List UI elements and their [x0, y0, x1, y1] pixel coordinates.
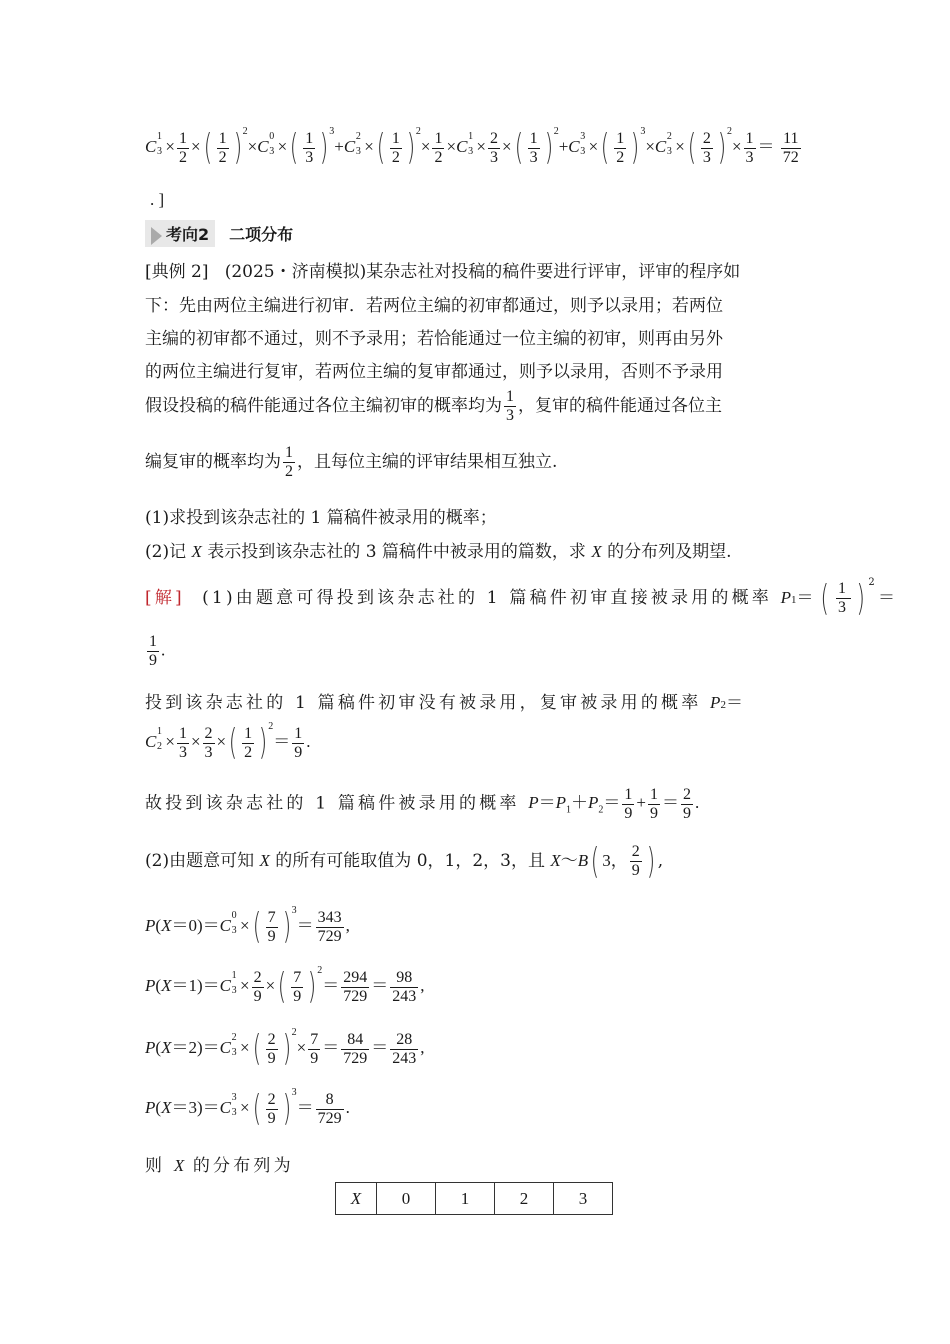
- distribution-table: [335, 1182, 613, 1215]
- question-1: (1)求投到该杂志社的 1 篇稿件被录用的概率；: [145, 508, 497, 528]
- solution-p2-expression: C 1 2 × $\frac{1}{3}$ × $\frac{2}{3}$ ×( $\frac{1}{2}$ )$^2$＝ $\frac{1}{9}$ .: [145, 721, 311, 764]
- dist-intro: 则 X 的分布列为: [145, 1156, 294, 1176]
- solution-line-2: 投到该杂志社的 1 篇稿件初审没有被录用，复审被录用的概率 P2＝: [145, 693, 747, 713]
- solution-label: [解]: [145, 588, 185, 608]
- expression-line-top: C 1 3 × $\frac{1}{2}$ ×( $\frac{1}{2}$ )$^2$×C 0 3 ×( $\frac{1}{3}$ )$^3$+C 2 3 ×( $\frac{1}{2}$ )$^2$× $\frac{1}{2}$ ×C 1 3 × $\frac{2}{3}$ ×( $\frac{1}{3}$ )$^2$+C 3 3 ×( $\frac{1}{2}$ )$^3$×C 2 3 ×( $\frac{2}{3}$ )$^2$× $\frac{1}{3}$ ＝ $\frac{11}{72}$: [145, 126, 799, 169]
- example-line-6: 编复审的概率均为 $\frac{1}{2}$ ，且每位主编的评审结果相互独立.: [145, 444, 558, 480]
- example-line-5: 假设投稿的稿件能通过各位主编初审的概率均为 $\frac{1}{3}$ ，复审的稿件能通过各位主: [145, 388, 722, 424]
- table-cell: 1: [436, 1183, 495, 1215]
- solution-p1-result: $\frac{1}{9}$ .: [149, 633, 166, 669]
- question-2: (2)记 X 表示投到该杂志社的 3 篇稿件中被录用的篇数，求 X 的分布列及期望.: [145, 542, 732, 562]
- table-cell: 3: [554, 1183, 613, 1215]
- example-line-2: 下：先由两位主编进行初审．若两位主编的初审都通过，则予以录用；若两位: [145, 296, 723, 316]
- example-line-4: 的两位主编进行复审，若两位主编的复审都通过，则予以录用，否则不予录用: [145, 362, 723, 382]
- solution-line-3: 故投到该杂志社的 1 篇稿件被录用的概率 $P=P_1+P_2=$ $\frac{1}{9}$ + $\frac{1}{9}$ ＝ $\frac{2}{9}$ .: [145, 786, 700, 822]
- solution-line-1: [解] (1)由题意可得投到该杂志社的 1 篇稿件初审直接被录用的概率 P1＝( $\frac{1}{3}$ )$^2$＝: [145, 577, 899, 619]
- table-cell: 2: [495, 1183, 554, 1215]
- px1-line: P(X＝1)＝C 1 3 × $\frac{2}{9}$ ×( $\frac{7}{9}$ )$^2$＝ $\frac{294}{729}$ ＝ $\frac{98}{243}$ ,: [145, 965, 425, 1008]
- section-title: 二项分布: [229, 225, 294, 244]
- example-line-1: [典例 2] (2025・济南模拟)某杂志社对投稿的稿件要进行评审，评审的程序如: [145, 262, 741, 282]
- table-cell: 0: [377, 1183, 436, 1215]
- table-header-cell: X: [336, 1183, 377, 1215]
- result-fraction: $\frac{11}{72}$: [782, 129, 799, 166]
- example-source: (2025・济南模拟): [224, 262, 367, 282]
- triangle-icon: [151, 227, 162, 245]
- example-line-3: 主编的初审都不通过，则不予录用；若恰能通过一位主编的初审，则再由另外: [145, 329, 723, 349]
- section-heading: [145, 220, 293, 247]
- section-tag: 考向2: [145, 220, 215, 247]
- combination-c31: C 1 3: [145, 131, 162, 157]
- table-row: [336, 1183, 613, 1215]
- px0-line: P(X＝0)＝C 0 3 ×( $\frac{7}{9}$ )$^3$＝ $\frac{343}{729}$ ,: [145, 905, 350, 948]
- px2-line: P(X＝2)＝C 2 3 ×( $\frac{2}{9}$ )$^2$× $\frac{7}{9}$ ＝ $\frac{84}{729}$ ＝ $\frac{28}{243}$ ,: [145, 1027, 425, 1070]
- example-label: [典例 2]: [145, 262, 209, 282]
- px3-line: P(X＝3)＝C 3 3 ×( $\frac{2}{9}$ )$^3$＝ $\frac{8}{729}$ .: [145, 1087, 350, 1130]
- solution-line-4: (2)由题意可知 X 的所有可能取值为 0，1，2，3，且 X～B( 3， $\frac{2}{9}$ ) ,: [145, 840, 664, 882]
- closing-bracket: . ]: [150, 190, 165, 209]
